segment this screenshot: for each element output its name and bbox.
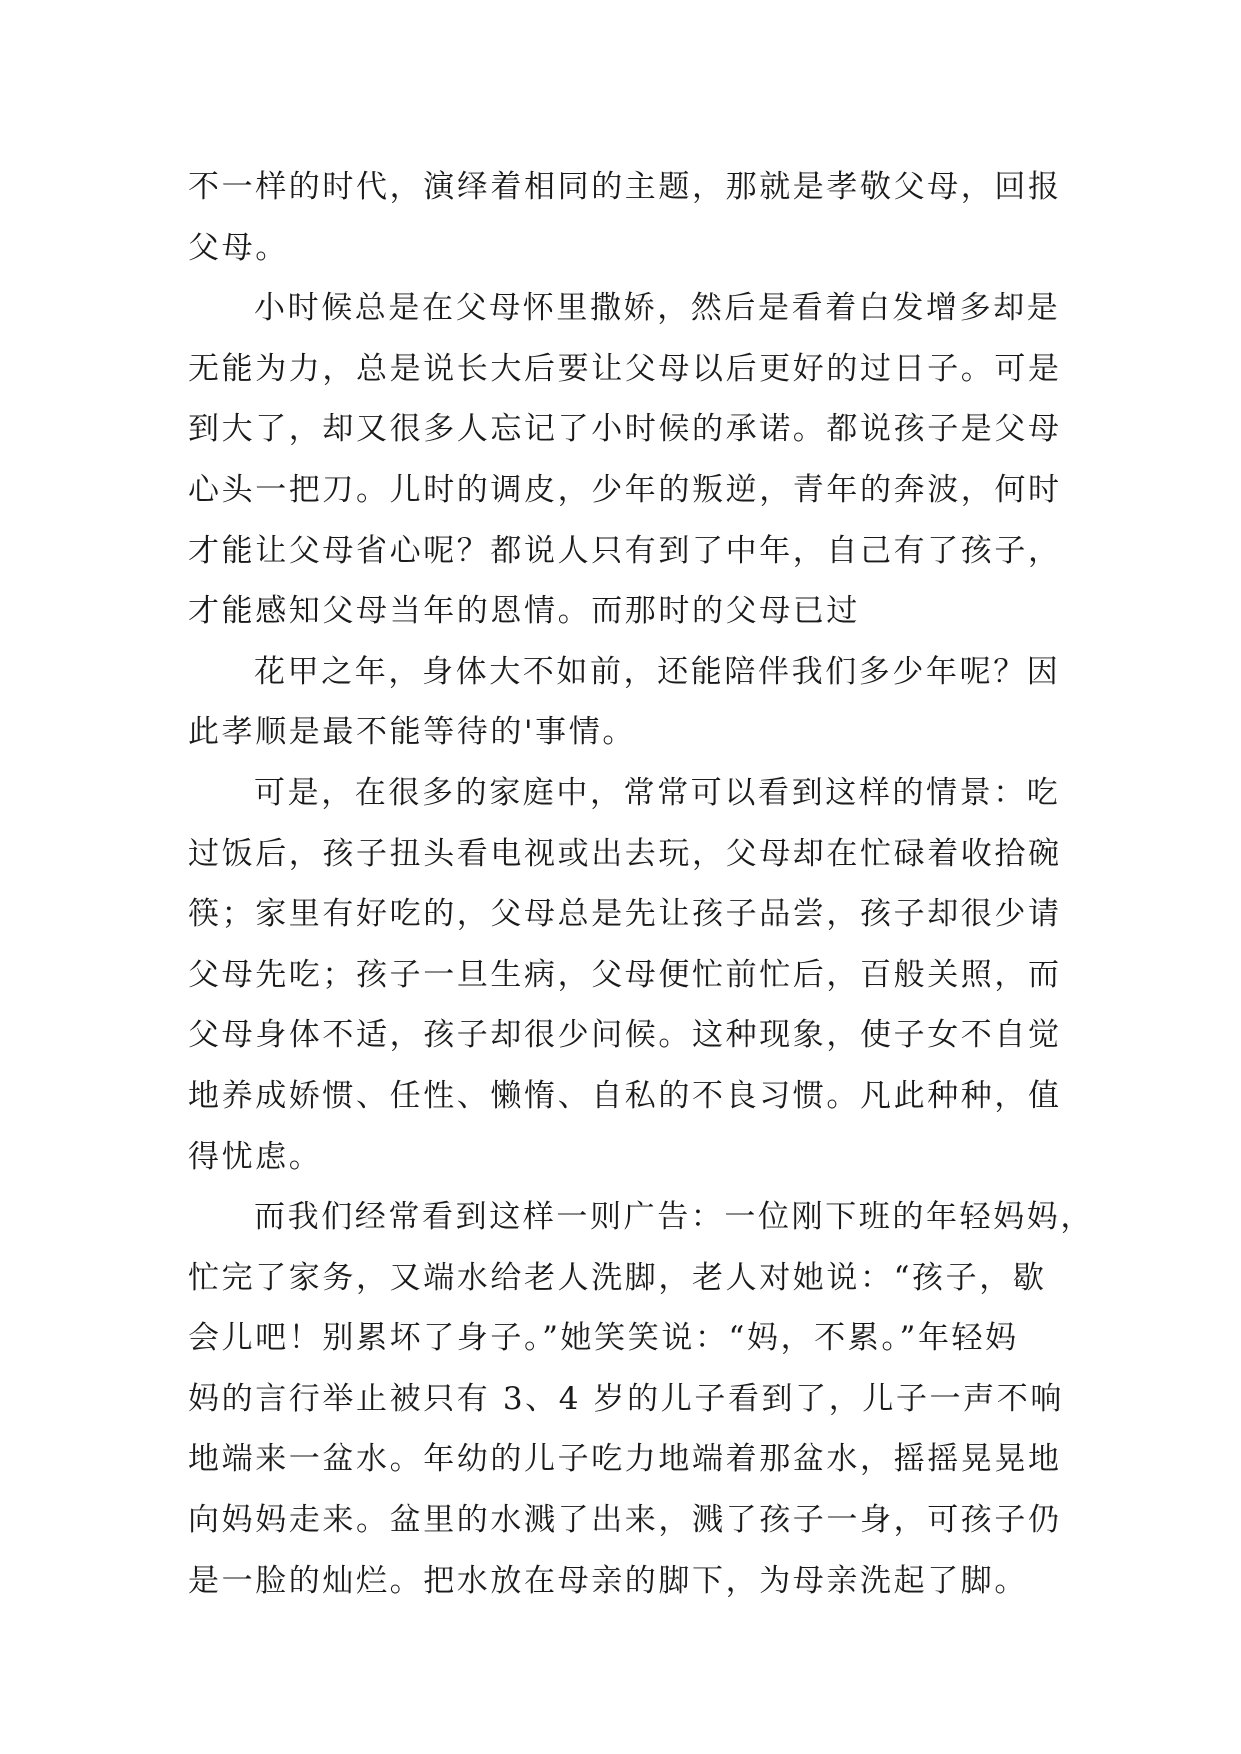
text-line: 妈的言行举止被只有 3、4 岁的儿子看到了，儿子一声不响 <box>188 1380 1064 1417</box>
text-line: 父母先吃；孩子一旦生病，父母便忙前忙后，百般关照，而 <box>188 956 1062 993</box>
text-line: 筷；家里有好吃的，父母总是先让孩子品尝，孩子却很少请 <box>188 896 1062 933</box>
text-line: 地端来一盆水。年幼的儿子吃力地端着那盆水，摇摇晃晃地 <box>188 1441 1062 1478</box>
text-line: 可是，在很多的家庭中，常常可以看到这样的情景：吃 <box>254 774 1061 811</box>
text-line: 心头一把刀。儿时的调皮，少年的叛逆，青年的奔波，何时 <box>188 471 1062 508</box>
text-line: 忙完了家务，又端水给老人洗脚，老人对她说：“孩子，歇 <box>188 1259 1047 1296</box>
text-line: 无能为力，总是说长大后要让父母以后更好的过日子。可是 <box>188 350 1062 387</box>
text-line: 而我们经常看到这样一则广告：一位刚下班的年轻妈妈， <box>254 1199 1094 1236</box>
text-line: 父母身体不适，孩子却很少问候。这种现象，使子女不自觉 <box>188 1017 1062 1054</box>
text-line: 向妈妈走来。盆里的水溅了出来，溅了孩子一身，可孩子仍 <box>188 1502 1062 1539</box>
text-line: 会儿吧！别累坏了身子。”她笑笑说：“妈，不累。”年轻妈 <box>188 1320 1019 1357</box>
text-line: 不一样的时代，演绎着相同的主题，那就是孝敬父母，回报 <box>188 169 1062 205</box>
text-line: 才能让父母省心呢？都说人只有到了中年，自己有了孩子， <box>188 532 1062 569</box>
text-line: 此孝顺是最不能等待的'事情。 <box>188 714 636 751</box>
text-line: 过饭后，孩子扭头看电视或出去玩，父母却在忙碌着收拾碗 <box>188 835 1062 872</box>
text-line: 到大了，却又很多人忘记了小时候的承诺。都说孩子是父母 <box>188 411 1062 448</box>
text-line: 父母。 <box>188 229 289 266</box>
text-line: 得忧虑。 <box>188 1138 323 1175</box>
text-line: 花甲之年，身体大不如前，还能陪伴我们多少年呢？因 <box>254 653 1061 690</box>
text-line: 是一脸的灿烂。把水放在母亲的脚下，为母亲洗起了脚。 <box>188 1562 1028 1599</box>
document-body <box>188 157 1094 1611</box>
text-line: 才能感知父母当年的恩情。而那时的父母已过 <box>188 593 860 630</box>
text-line: 地养成娇惯、任性、懒惰、自私的不良习惯。凡此种种，值 <box>188 1077 1062 1114</box>
text-line: 小时候总是在父母怀里撒娇，然后是看着白发增多却是 <box>254 290 1061 327</box>
